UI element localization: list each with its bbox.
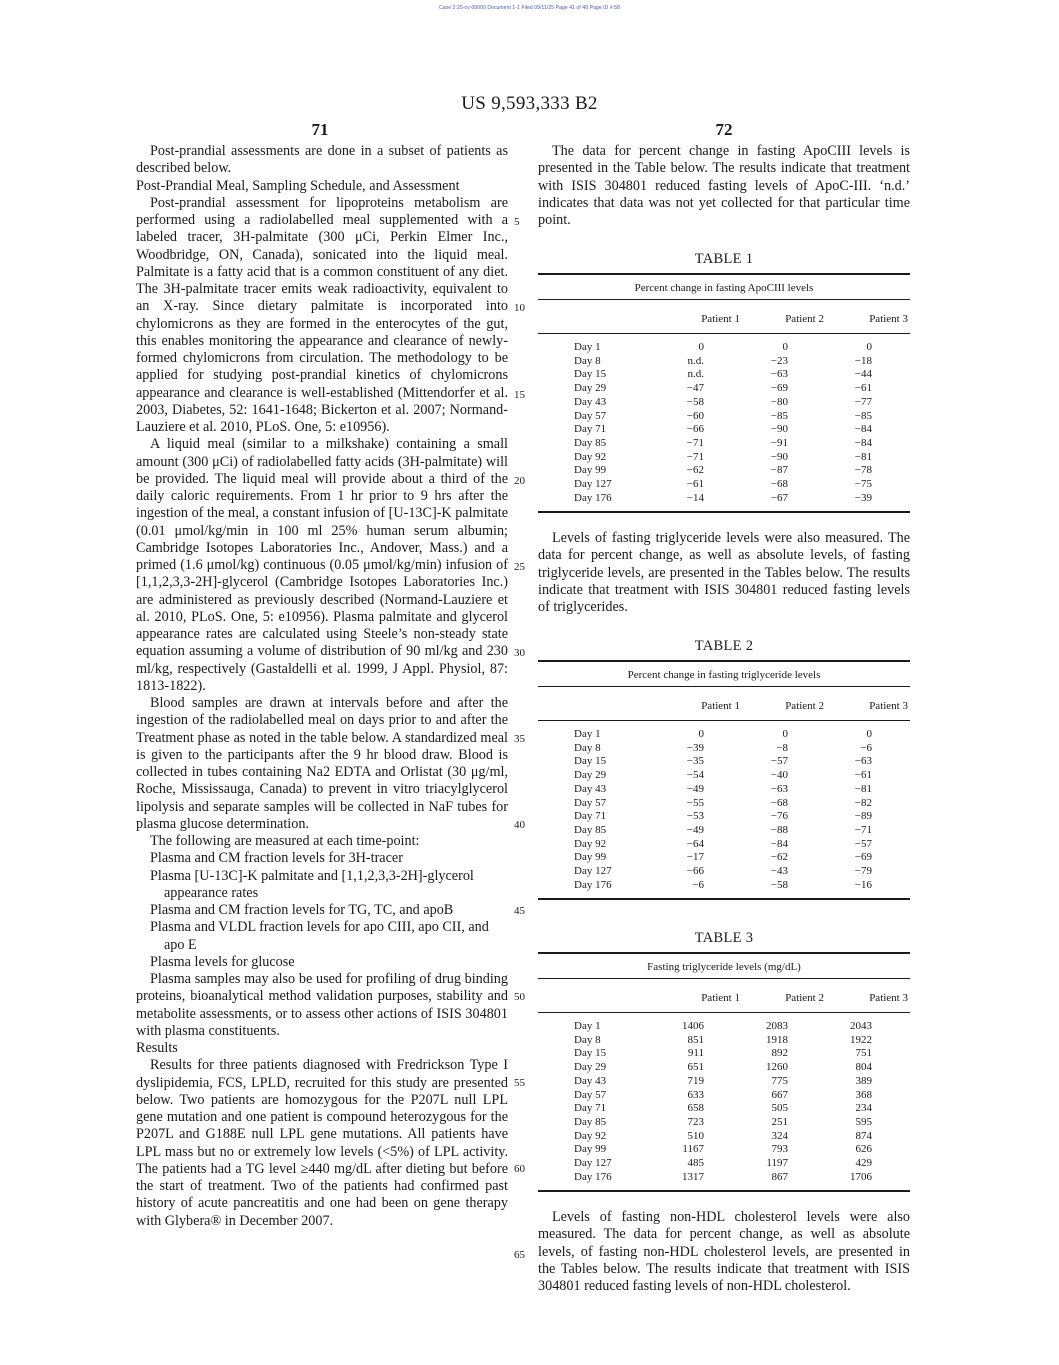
body-paragraph: Plasma samples may also be used for profiling of drug binding proteins, bioanalytical method validation purposes, stability and metabolite assessments, or to assess other actions of ISIS 304801 with plasma constituents. — [136, 971, 508, 1039]
right-column-closing — [538, 1209, 910, 1295]
patient-2-value: 775 — [771, 1074, 788, 1087]
section-heading: Post-Prandial Meal, Sampling Schedule, and Assessment — [136, 177, 460, 194]
day-label-cell: Day 176 — [574, 878, 612, 891]
patient-2-value: 324 — [771, 1129, 788, 1142]
patient-3-value: −61 — [854, 769, 872, 782]
table-body — [538, 334, 910, 511]
table-body — [538, 721, 910, 898]
patient-2-value: −80 — [770, 395, 788, 408]
patient-1-value: −61 — [686, 478, 704, 491]
table-body — [538, 1013, 910, 1190]
patient-1-value: −54 — [686, 769, 704, 782]
table-row — [538, 783, 910, 797]
table-row — [538, 838, 910, 852]
patient-3-value: −82 — [854, 796, 872, 809]
line-number: 15 — [514, 389, 525, 401]
patient-3-value: −16 — [854, 878, 872, 891]
table-row — [538, 1157, 910, 1171]
day-label-cell: Day 8 — [574, 354, 601, 367]
table-caption: Percent change in fasting ApoCIII levels — [634, 282, 814, 294]
column-header: Patient 1 — [701, 992, 740, 1004]
patient-2-value: −68 — [770, 478, 788, 491]
table-title: TABLE 3 — [694, 930, 754, 946]
table-row — [538, 755, 910, 769]
table-row — [538, 824, 910, 838]
table-title: TABLE 1 — [694, 251, 754, 267]
patient-3-value: −44 — [854, 368, 872, 381]
patient-1-value: −66 — [686, 423, 704, 436]
patient-1-value: 485 — [687, 1157, 704, 1170]
patient-1-value: −60 — [686, 409, 704, 422]
patient-3-value: −84 — [854, 436, 872, 449]
table-row — [538, 1102, 910, 1116]
patient-1-value: −35 — [686, 755, 704, 768]
patient-1-value: −71 — [686, 436, 704, 449]
table-bottom-rule — [538, 1190, 910, 1192]
table-row — [538, 769, 910, 783]
body-paragraph: Post-prandial assessments are done in a subset of patients as described below. — [136, 143, 508, 177]
patient-3-value: −18 — [854, 354, 872, 367]
line-number: 20 — [514, 475, 525, 487]
patient-2-value: −63 — [770, 782, 788, 795]
table-row — [538, 851, 910, 865]
measurement-list-item: Plasma levels for glucose — [150, 953, 295, 970]
body-paragraph: The following are measured at each time-point: — [150, 833, 420, 849]
measurement-list-item: Plasma and VLDL fraction levels for apo CIII, apo CII, and apo E — [150, 919, 489, 953]
patient-3-value: 0 — [866, 728, 872, 740]
table-row — [538, 464, 910, 478]
day-label-cell: Day 92 — [574, 1129, 607, 1142]
line-number: 30 — [514, 647, 525, 659]
patient-1-value: 0 — [698, 728, 704, 740]
table-row — [538, 382, 910, 396]
patient-1-value: 1406 — [682, 1020, 704, 1032]
patient-3-value: 389 — [855, 1074, 872, 1087]
body-paragraph: Post-prandial assessment for lipoproteins metabolism are performed using a radiolabelled meal supplemented with a labeled tracer, 3H-palmitate (300 μCi, Perkin Elmer Inc., Woodbridge, ON, Canada), sonicated into the liquid meal. Palmitate is a fatty acid that is a common constituent of any diet. The 3H-palmitate tracer emits weak radioactivity, equivalent to an X-ray. Since dietary palmitate is incorporated into chylomicrons as they are formed in the enterocytes of the gut, this enables monitoring the appearance and clearance of newly-formed chylomicrons from circulation. The methodology to be applied for studying post-prandial kinetics of chylomicrons appearance and clearance is well-established (Mittendorfer et al. 2003, Diabetes, 52: 1641-1648; Bickerton et al. 2007; Normand-Lauziere et al. 2010, PLoS. One, 5: e10956). — [136, 194, 508, 435]
court-filing-stamp: Case 2:25-cv-00000 Document 1-1 Filed 09/11/25 Page 41 of 48 Page ID #:58 — [439, 5, 620, 11]
line-number: 55 — [514, 1077, 525, 1089]
table-row — [538, 410, 910, 424]
patient-2-value: −8 — [776, 741, 788, 754]
day-label-cell: Day 99 — [574, 1143, 607, 1156]
patient-1-value: −64 — [686, 837, 704, 850]
patient-2-value: 505 — [771, 1102, 788, 1115]
day-label-cell: Day 85 — [574, 823, 607, 836]
table-row — [538, 1089, 910, 1103]
patient-1-value: −6 — [692, 878, 704, 891]
patient-2-value: −23 — [770, 354, 788, 367]
table-row — [538, 1020, 910, 1034]
table-row — [538, 437, 910, 451]
day-label-cell: Day 43 — [574, 1074, 607, 1087]
day-label-cell: Day 92 — [574, 837, 607, 850]
patient-2-value: −90 — [770, 450, 788, 463]
patient-2-value: −40 — [770, 769, 788, 782]
day-label-cell: Day 99 — [574, 851, 607, 864]
patient-1-value: −49 — [686, 782, 704, 795]
line-number: 50 — [514, 991, 525, 1003]
day-label-cell: Day 29 — [574, 769, 607, 782]
day-label-cell: Day 57 — [574, 409, 607, 422]
table-row — [538, 879, 910, 893]
patient-3-value: 234 — [855, 1102, 872, 1115]
patient-2-value: −58 — [770, 878, 788, 891]
patient-1-value: n.d. — [687, 354, 704, 367]
table-bottom-rule — [538, 898, 910, 900]
day-label-cell: Day 127 — [574, 478, 612, 491]
column-header: Patient 2 — [785, 992, 824, 1004]
patient-2-value: −88 — [770, 823, 788, 836]
table-row — [538, 1130, 910, 1144]
patient-3-value: 2043 — [850, 1020, 872, 1032]
day-label-cell: Day 1 — [574, 728, 601, 740]
triglyceride-intro-paragraph: Levels of fasting triglyceride levels were also measured. The data for percent change, as well as absolute levels, of fasting triglyceride levels, are presented in the Tables below. The results indicate that treatment with ISIS 304801 reduced fasting levels of triglycerides. — [538, 530, 910, 615]
patient-3-value: 595 — [855, 1115, 872, 1128]
table-caption: Fasting triglyceride levels (mg/dL) — [647, 961, 801, 973]
patient-3-value: −85 — [854, 409, 872, 422]
right-column-intro — [538, 143, 910, 229]
day-label-cell: Day 71 — [574, 810, 607, 823]
day-label-cell: Day 8 — [574, 1033, 601, 1046]
day-label-cell: Day 43 — [574, 395, 607, 408]
patient-2-value: 251 — [771, 1115, 788, 1128]
patient-2-value: −76 — [770, 810, 788, 823]
table-row — [538, 355, 910, 369]
table-row — [538, 797, 910, 811]
measurement-list-item: Plasma [U-13C]-K palmitate and [1,1,2,3,3-2H]-glycerol appearance rates — [150, 867, 474, 901]
table-row — [538, 341, 910, 355]
patient-3-value: 874 — [855, 1129, 872, 1142]
line-number: 10 — [514, 302, 525, 314]
column-header: Patient 2 — [785, 700, 824, 712]
patient-1-value: −39 — [686, 741, 704, 754]
table-row — [538, 1061, 910, 1075]
patient-1-value: −49 — [686, 823, 704, 836]
patient-1-value: 911 — [687, 1047, 704, 1060]
day-label-cell: Day 57 — [574, 796, 607, 809]
day-label-cell: Day 92 — [574, 450, 607, 463]
patient-3-value: −89 — [854, 810, 872, 823]
patient-3-value: 751 — [855, 1047, 872, 1060]
column-header: Patient 1 — [701, 700, 740, 712]
day-label-cell: Day 15 — [574, 368, 607, 381]
patient-3-value: 368 — [855, 1088, 872, 1101]
day-label-cell: Day 71 — [574, 1102, 607, 1115]
table-triglyceride-percent-change — [538, 638, 910, 900]
patient-2-value: 867 — [771, 1170, 788, 1183]
table-header-row — [538, 300, 910, 333]
patient-1-value: 510 — [687, 1129, 704, 1142]
patient-3-value: −69 — [854, 851, 872, 864]
day-label-cell: Day 71 — [574, 423, 607, 436]
patient-2-value: −84 — [770, 837, 788, 850]
table-row — [538, 451, 910, 465]
patient-3-value: −75 — [854, 478, 872, 491]
patient-3-value: 429 — [855, 1157, 872, 1170]
patient-2-value: 1260 — [766, 1061, 788, 1074]
right-column-middle — [538, 530, 910, 616]
table-row — [538, 1116, 910, 1130]
table-header-row — [538, 687, 910, 720]
patient-2-value: 892 — [771, 1047, 788, 1060]
patient-2-value: −57 — [770, 755, 788, 768]
day-label-cell: Day 29 — [574, 382, 607, 395]
patient-1-value: −62 — [686, 464, 704, 477]
table-caption: Percent change in fasting triglyceride levels — [627, 669, 821, 681]
patient-2-value: −91 — [770, 436, 788, 449]
patient-1-value: −53 — [686, 810, 704, 823]
table-triglyceride-levels — [538, 930, 910, 1192]
patient-3-value: −81 — [854, 450, 872, 463]
non-hdl-intro-paragraph: Levels of fasting non-HDL cholesterol levels were also measured. The data for percent change, as well as absolute levels, of fasting non-HDL cholesterol levels, are presented in the Tables below. The results indicate that treatment with ISIS 304801 reduced fasting levels of non-HDL cholesterol. — [538, 1209, 910, 1294]
patient-3-value: 804 — [855, 1061, 872, 1074]
table-row — [538, 423, 910, 437]
table-row — [538, 865, 910, 879]
table-row — [538, 742, 910, 756]
line-number: 35 — [514, 733, 525, 745]
patient-3-value: 0 — [866, 341, 872, 353]
column-header: Patient 3 — [869, 992, 908, 1004]
patient-1-value: n.d. — [687, 368, 704, 381]
patient-1-value: −55 — [686, 796, 704, 809]
patient-1-value: 658 — [687, 1102, 704, 1115]
patient-1-value: 0 — [698, 341, 704, 353]
patient-1-value: −71 — [686, 450, 704, 463]
table-bottom-rule — [538, 511, 910, 513]
patient-1-value: −47 — [686, 382, 704, 395]
patient-3-value: −78 — [854, 464, 872, 477]
day-label-cell: Day 85 — [574, 436, 607, 449]
patent-number: US 9,593,333 B2 — [461, 93, 598, 114]
line-number: 40 — [514, 819, 525, 831]
patient-1-value: −14 — [686, 491, 704, 504]
patient-2-value: −67 — [770, 491, 788, 504]
patient-3-value: −39 — [854, 491, 872, 504]
patient-2-value: −87 — [770, 464, 788, 477]
patient-2-value: −63 — [770, 368, 788, 381]
table-row — [538, 728, 910, 742]
patient-2-value: 1197 — [766, 1157, 788, 1170]
patient-3-value: −79 — [854, 865, 872, 878]
patient-3-value: 1922 — [850, 1033, 872, 1046]
right-column-number: 72 — [715, 120, 733, 139]
table-row — [538, 810, 910, 824]
table-apociii-percent-change — [538, 251, 910, 513]
apociii-intro-paragraph: The data for percent change in fasting ApoCIII levels is presented in the Table below. The results indicate that treatment with ISIS 304801 reduced fasting levels of ApoC-III. ‘n.d.’ indicates that data was not yet collected for that particular time point. — [538, 143, 910, 228]
patient-1-value: 1167 — [682, 1143, 704, 1156]
patient-3-value: −6 — [860, 741, 872, 754]
left-column-text — [136, 143, 508, 1230]
table-title: TABLE 2 — [694, 638, 754, 654]
patient-2-value: 0 — [782, 341, 788, 353]
patient-3-value: 1706 — [850, 1170, 872, 1183]
day-label-cell: Day 127 — [574, 1157, 612, 1170]
patient-2-value: 793 — [771, 1143, 788, 1156]
patient-1-value: −17 — [686, 851, 704, 864]
patient-3-value: −57 — [854, 837, 872, 850]
patient-3-value: −61 — [854, 382, 872, 395]
day-label-cell: Day 15 — [574, 1047, 607, 1060]
body-paragraph: Results for three patients diagnosed with Fredrickson Type I dyslipidemia, FCS, LPLD, recruited for this study are presented below. Two patients are homozygous for the P207L null LPL gene mutation and one patient is compound heterozygous for the P207L and G188E null LPL gene mutations. All patients have LPL mass but no or extremely low levels (<5%) of LPL activity. The patients had a TG level ≥440 mg/dL after dieting but before the start of treatment. Two of the patients had confirmed past history of acute pancreatitis and one had been on gene therapy with Glybera® in December 2007. — [136, 1057, 508, 1229]
patient-1-value: 719 — [687, 1074, 704, 1087]
line-number: 60 — [514, 1163, 525, 1175]
day-label-cell: Day 29 — [574, 1061, 607, 1074]
patient-1-value: 633 — [687, 1088, 704, 1101]
patient-3-value: −84 — [854, 423, 872, 436]
left-column-number: 71 — [311, 120, 329, 139]
patient-1-value: 851 — [687, 1033, 704, 1046]
patient-1-value: 723 — [687, 1115, 704, 1128]
line-number: 25 — [514, 561, 525, 573]
table-row — [538, 1171, 910, 1185]
day-label-cell: Day 99 — [574, 464, 607, 477]
measurement-list-item: Plasma and CM fraction levels for TG, TC, and apoB — [150, 902, 454, 918]
patient-3-value: 626 — [855, 1143, 872, 1156]
table-row — [538, 1075, 910, 1089]
patient-2-value: −68 — [770, 796, 788, 809]
day-label-cell: Day 1 — [574, 1020, 601, 1032]
day-label-cell: Day 1 — [574, 341, 601, 353]
patient-2-value: 2083 — [766, 1020, 788, 1032]
table-row — [538, 492, 910, 506]
patient-2-value: −69 — [770, 382, 788, 395]
day-label-cell: Day 85 — [574, 1115, 607, 1128]
patient-1-value: 651 — [687, 1061, 704, 1074]
body-paragraph: Blood samples are drawn at intervals before and after the ingestion of the radiolabelled meal on days prior to and after the Treatment phase as noted in the table below. A standardized meal is given to the participants after the 9 hr blood draw. Blood is collected in tubes containing Na2 EDTA and Orlistat (30 μg/ml, Roche, Mississauga, Canada) to prevent in vitro triacylglycerol lipolysis and separate samples will be collected in NaF tubes for plasma glucose determination. — [136, 695, 508, 832]
day-label-cell: Day 8 — [574, 741, 601, 754]
patient-1-value: −66 — [686, 865, 704, 878]
patient-3-value: −71 — [854, 823, 872, 836]
line-number: 65 — [514, 1249, 525, 1261]
line-number: 45 — [514, 905, 525, 917]
patient-2-value: 0 — [782, 728, 788, 740]
day-label-cell: Day 176 — [574, 491, 612, 504]
table-row — [538, 1047, 910, 1061]
patient-2-value: −90 — [770, 423, 788, 436]
patient-1-value: 1317 — [682, 1170, 704, 1183]
day-label-cell: Day 127 — [574, 865, 612, 878]
patient-2-value: 1918 — [766, 1033, 788, 1046]
column-header: Patient 3 — [869, 700, 908, 712]
day-label-cell: Day 15 — [574, 755, 607, 768]
line-number: 5 — [514, 216, 520, 228]
table-row — [538, 1034, 910, 1048]
patient-1-value: −58 — [686, 395, 704, 408]
patient-3-value: −63 — [854, 755, 872, 768]
column-header: Patient 3 — [869, 313, 908, 325]
table-header-row — [538, 979, 910, 1012]
day-label-cell: Day 43 — [574, 782, 607, 795]
table-row — [538, 1143, 910, 1157]
patient-3-value: −77 — [854, 395, 872, 408]
measurement-list-item: Plasma and CM fraction levels for 3H-tracer — [150, 850, 403, 867]
patient-3-value: −81 — [854, 782, 872, 795]
table-row — [538, 368, 910, 382]
day-label-cell: Day 57 — [574, 1088, 607, 1101]
column-header: Patient 1 — [701, 313, 740, 325]
body-paragraph: A liquid meal (similar to a milkshake) containing a small amount (300 μCi) of radiolabelled fatty acids (3H-palmitate) will be provided. The liquid meal will provide about a third of the daily caloric requirements. From 1 hr prior to 9 hrs after the ingestion of the meal, a constant infusion of [U-13C]-K palmitate (0.01 μmol/kg/min in 100 ml 25% human serum albumin; Cambridge Isotopes Laboratories Inc., Andover, Mass.) and a primed (1.6 μmol/kg) continuous (0.05 μmol/kg/min) infusion of [1,1,2,3,3-2H]-glycerol (Cambridge Isotopes Laboratories Inc.) are administered as previously described (Normand-Lauziere et al. 2010, PLoS. One, 5: e10956). Plasma palmitate and glycerol appearance rates are calculated using Steele’s non-steady state equation assuming a volume of distribution of 90 ml/kg and 230 ml/kg, respectively (Gastaldelli et al. 1999, J Appl. Physiol, 87: 1813-1822). — [136, 436, 508, 694]
patient-2-value: −43 — [770, 865, 788, 878]
patient-2-value: −85 — [770, 409, 788, 422]
column-header: Patient 2 — [785, 313, 824, 325]
table-row — [538, 478, 910, 492]
day-label-cell: Day 176 — [574, 1170, 612, 1183]
section-heading: Results — [136, 1040, 178, 1056]
table-row — [538, 396, 910, 410]
patient-2-value: −62 — [770, 851, 788, 864]
patient-2-value: 667 — [771, 1088, 788, 1101]
